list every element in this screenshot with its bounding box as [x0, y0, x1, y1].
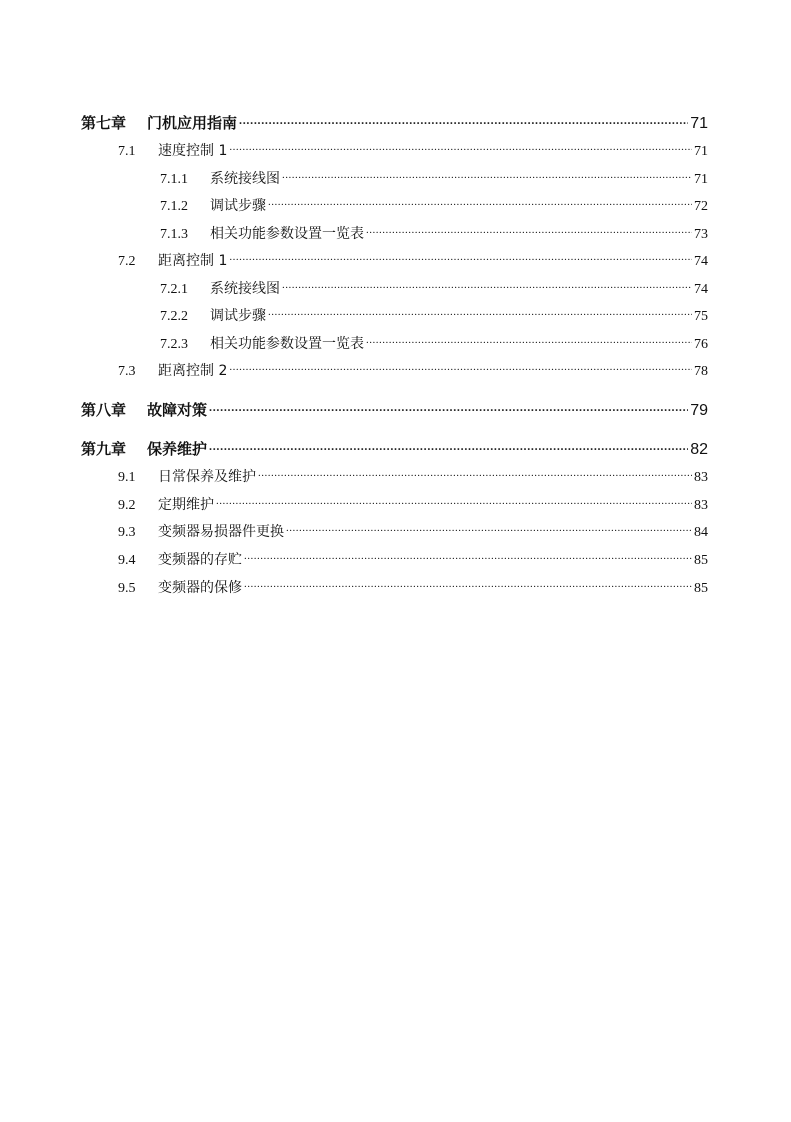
toc-entry-page: 84 — [694, 525, 708, 540]
toc-entry-page: 71 — [694, 172, 708, 187]
toc-entry-9-2[interactable] — [118, 489, 708, 513]
toc-dot-leader — [239, 108, 688, 128]
toc-entry-title: 门机应用指南 — [147, 114, 238, 132]
toc-entry-page: 74 — [694, 282, 708, 297]
toc-entry-number: 9.4 — [118, 553, 136, 568]
toc-entry-title: 系统接线图 — [210, 171, 280, 187]
toc-entry-page: 83 — [694, 498, 708, 513]
toc-entry-page: 71 — [694, 144, 708, 159]
toc-entry-number: 7.2 — [118, 254, 136, 269]
toc-dot-leader — [282, 273, 692, 293]
toc-entry-number: 9.2 — [118, 498, 136, 513]
toc-entry-7-2-3[interactable] — [160, 328, 708, 352]
toc-dot-leader — [244, 544, 692, 564]
toc-entry-page: 75 — [694, 309, 708, 324]
toc-entry-9-4[interactable] — [118, 544, 708, 568]
toc-entry-title: 保养维护 — [147, 440, 208, 458]
toc-entry-9-1[interactable] — [118, 461, 708, 485]
toc-entry-7-3[interactable] — [118, 355, 708, 379]
toc-entry-page: 85 — [694, 581, 708, 596]
toc-dot-leader — [229, 355, 692, 375]
toc-entry-title: 相关功能参数设置一览表 — [210, 226, 364, 242]
toc-entry-7-1[interactable] — [118, 135, 708, 159]
toc-entry-title: 故障对策 — [147, 401, 208, 419]
toc-entry-number: 7.1.3 — [160, 227, 188, 242]
toc-entry-page: 73 — [694, 227, 708, 242]
toc-entry-number: 7.2.2 — [160, 309, 188, 324]
toc-entry-page: 71 — [690, 115, 708, 132]
toc-entry-number: 7.3 — [118, 364, 136, 379]
toc-entry-title: 变频器易损器件更换 — [158, 524, 284, 540]
toc-dot-leader — [268, 190, 692, 210]
toc-entry-7-2[interactable] — [118, 245, 708, 269]
toc-entry-page: 79 — [690, 402, 708, 419]
toc-entry-page: 72 — [694, 199, 708, 214]
toc-entry-title: 定期维护 — [158, 497, 214, 513]
toc-entry-title: 变频器的保修 — [158, 580, 242, 596]
toc-entry-title: 调试步骤 — [210, 308, 266, 324]
toc-entry-number: 第七章 — [81, 114, 127, 132]
toc-dot-leader — [209, 395, 688, 415]
toc-entry-number: 9.1 — [118, 470, 136, 485]
toc-entry-chapter-7[interactable] — [81, 108, 708, 132]
toc-dot-leader — [282, 163, 692, 183]
toc-entry-title: 相关功能参数设置一览表 — [210, 336, 364, 352]
toc-dot-leader — [268, 300, 692, 320]
toc-dot-leader — [229, 245, 692, 265]
toc-entry-7-1-2[interactable] — [160, 190, 708, 214]
toc-entry-title: 速度控制 1 — [158, 143, 228, 159]
toc-entry-number: 第九章 — [81, 440, 127, 458]
toc-dot-leader — [366, 218, 692, 238]
toc-entry-page: 76 — [694, 337, 708, 352]
toc-entry-number: 7.1.1 — [160, 172, 188, 187]
toc-entry-page: 83 — [694, 470, 708, 485]
toc-entry-page: 74 — [694, 254, 708, 269]
toc-entry-title: 变频器的存贮 — [158, 552, 242, 568]
toc-entry-9-3[interactable] — [118, 516, 708, 540]
toc-dot-leader — [209, 434, 688, 454]
toc-entry-title: 调试步骤 — [210, 198, 266, 214]
toc-entry-title: 系统接线图 — [210, 281, 280, 297]
toc-entry-number: 7.2.1 — [160, 282, 188, 297]
toc-entry-page: 85 — [694, 553, 708, 568]
toc-entry-page: 82 — [690, 441, 708, 458]
toc-dot-leader — [286, 516, 692, 536]
toc-entry-number: 第八章 — [81, 401, 127, 419]
toc-entry-number: 7.1 — [118, 144, 136, 159]
toc-entry-7-2-2[interactable] — [160, 300, 708, 324]
toc-dot-leader — [216, 489, 692, 509]
toc-entry-number: 7.1.2 — [160, 199, 188, 214]
toc-entry-9-5[interactable] — [118, 572, 708, 596]
toc-entry-7-1-3[interactable] — [160, 218, 708, 242]
toc-entry-number: 9.5 — [118, 581, 136, 596]
toc-entry-number: 7.2.3 — [160, 337, 188, 352]
toc-entry-number: 9.3 — [118, 525, 136, 540]
toc-entry-chapter-8[interactable] — [81, 395, 708, 419]
toc-entry-page: 78 — [694, 364, 708, 379]
toc-dot-leader — [258, 461, 692, 481]
toc-entry-title: 距离控制 2 — [158, 363, 228, 379]
toc-entry-7-2-1[interactable] — [160, 273, 708, 297]
toc-entry-title: 距离控制 1 — [158, 253, 228, 269]
toc-entry-title: 日常保养及维护 — [158, 469, 256, 485]
toc-entry-chapter-9[interactable] — [81, 434, 708, 458]
toc-dot-leader — [229, 135, 692, 155]
toc-dot-leader — [244, 572, 692, 592]
toc-entry-7-1-1[interactable] — [160, 163, 708, 187]
toc-dot-leader — [366, 328, 692, 348]
